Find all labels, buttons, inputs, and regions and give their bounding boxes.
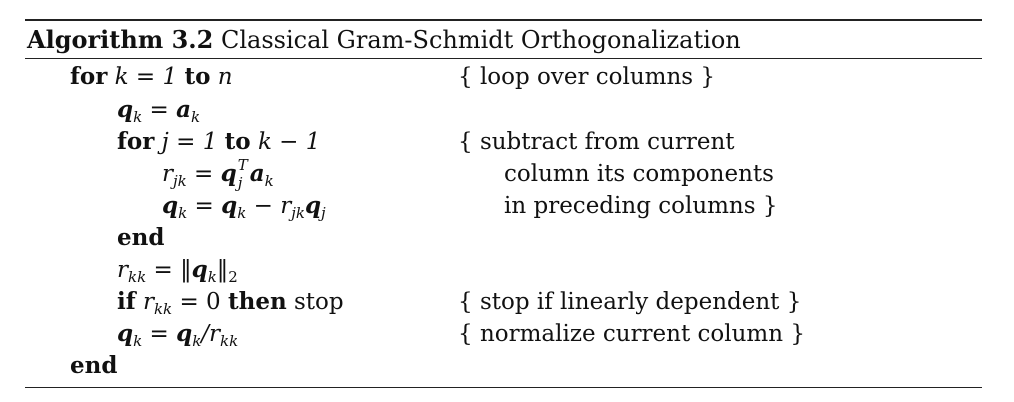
operator: /	[201, 321, 210, 347]
keyword-to: to	[224, 128, 251, 155]
scalar-r: r	[142, 289, 154, 315]
vector-q: q	[117, 96, 134, 123]
loop-range-start: k = 1	[114, 64, 178, 90]
loop-range-start: j = 1	[161, 129, 218, 155]
loop-range-end: n	[217, 64, 233, 90]
vector-a: a	[176, 96, 191, 123]
vector-q: q	[304, 192, 322, 219]
code-line-2	[117, 96, 200, 124]
vector-q: q	[117, 320, 134, 347]
operator: =	[186, 161, 221, 187]
vector-q: q	[191, 256, 208, 283]
subscript: kk	[128, 268, 147, 286]
code-line-4	[162, 156, 274, 192]
vector-q: q	[176, 320, 193, 347]
subscript: kk	[220, 332, 239, 350]
comment-stop: { stop if linearly dependent }	[458, 289, 802, 315]
subscript: k	[178, 204, 188, 222]
statement-stop: stop	[286, 289, 344, 315]
subscript: j	[237, 174, 243, 192]
vector-a: a	[249, 160, 265, 187]
comment-subtract-1: { subtract from current	[458, 129, 735, 155]
subscript: k	[191, 108, 201, 126]
subscript: k	[237, 204, 247, 222]
comment-normalize: { normalize current column }	[458, 321, 805, 347]
algorithm-title	[27, 26, 741, 54]
subscript: 2	[228, 268, 238, 286]
keyword-end: end	[117, 224, 165, 251]
superscript: T	[237, 156, 248, 174]
vector-q: q	[220, 160, 237, 187]
vector-q: q	[221, 192, 238, 219]
code-line-8	[117, 288, 344, 316]
code-line-3	[117, 128, 320, 156]
condition: = 0	[172, 289, 228, 315]
top-rule	[25, 19, 982, 21]
subscript: kk	[153, 300, 173, 318]
subscript: jk	[291, 204, 305, 222]
subscript: k	[133, 332, 143, 350]
keyword-for: for	[117, 128, 155, 155]
keyword-if: if	[117, 288, 136, 315]
subscript: j	[321, 204, 326, 222]
operator: =	[142, 321, 177, 347]
algorithm-label: Algorithm 3.2	[27, 25, 214, 54]
header-rule	[25, 58, 982, 59]
scalar-r: r	[209, 321, 221, 347]
code-line-5	[162, 192, 326, 220]
subscript: jk	[173, 172, 187, 190]
scalar-r: r	[162, 161, 173, 187]
subscript: k	[264, 172, 274, 190]
subscript: k	[207, 268, 217, 286]
operator: −	[246, 193, 281, 219]
code-line-9	[117, 320, 238, 348]
keyword-to: to	[184, 63, 211, 90]
sub-superscript	[237, 156, 248, 192]
loop-range-end: k − 1	[257, 129, 321, 155]
keyword-then: then	[227, 288, 287, 315]
operator: =	[142, 97, 177, 123]
algorithm-name: Classical Gram-Schmidt Orthogonalization	[220, 26, 741, 54]
code-line-1	[70, 63, 233, 91]
code-line-6	[117, 224, 164, 252]
code-line-7	[117, 256, 238, 284]
subscript: k	[192, 332, 202, 350]
keyword-for: for	[70, 63, 108, 90]
operator: =	[187, 193, 222, 219]
vector-q: q	[162, 192, 179, 219]
comment-subtract-3: in preceding columns }	[504, 193, 778, 219]
comment-subtract-2: column its components	[504, 161, 774, 187]
scalar-r: r	[280, 193, 292, 219]
code-line-10	[70, 352, 117, 380]
operator: = ‖	[146, 257, 192, 283]
bottom-rule	[25, 387, 982, 388]
keyword-end: end	[70, 352, 118, 379]
subscript: k	[133, 108, 143, 126]
scalar-r: r	[117, 257, 128, 283]
norm-bar: ‖	[216, 257, 229, 283]
comment-loop: { loop over columns }	[458, 64, 716, 90]
